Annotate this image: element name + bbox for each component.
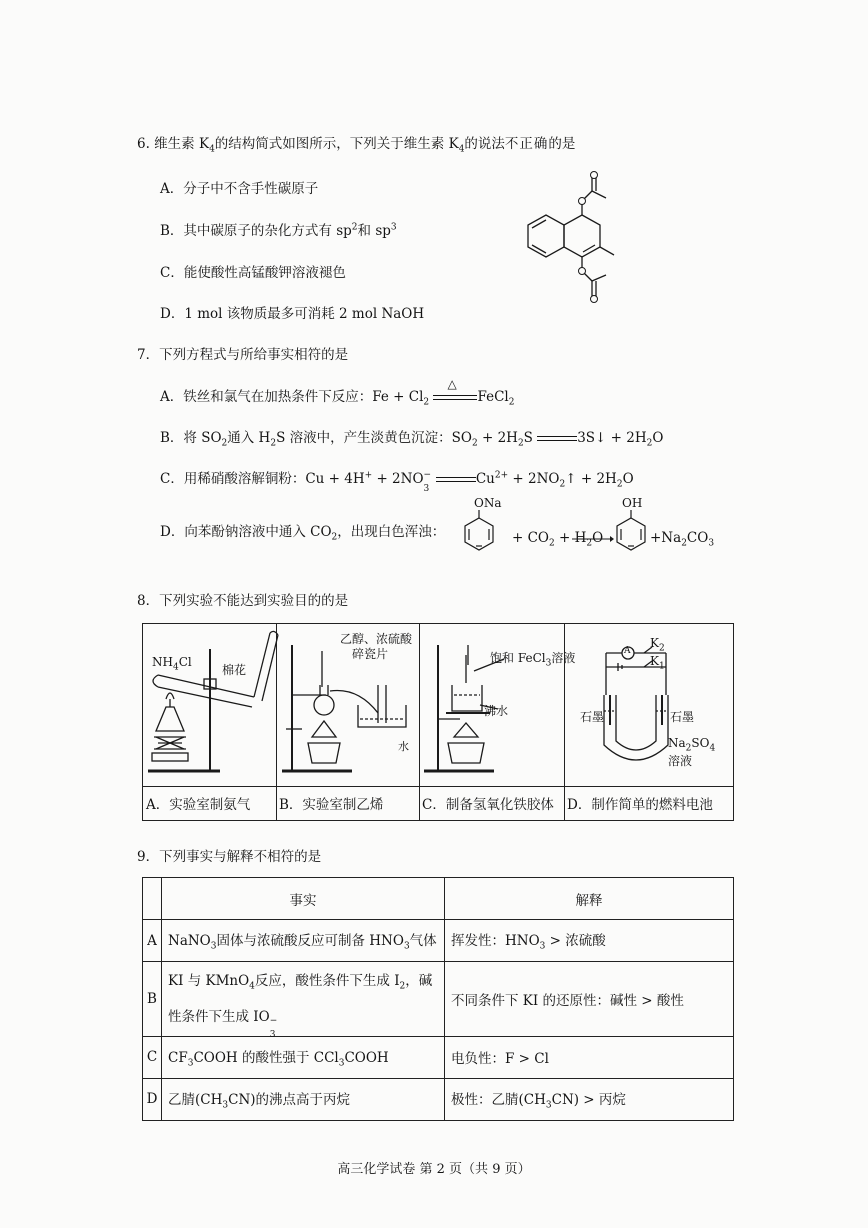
sodium-phenoxide-structure	[462, 510, 496, 556]
table-row	[143, 920, 734, 962]
label-solution: 溶液	[668, 754, 693, 768]
label-boiling: 沸水	[484, 704, 509, 718]
table-row	[143, 1036, 734, 1078]
header-explanation: 解释	[445, 878, 734, 920]
label-ona: ONa	[474, 496, 502, 510]
q7-d-mid-text: + $CO_2 + H_2O$	[512, 530, 604, 549]
row-explanation: 极性：乙腈$(CH_3CN)$ > 丙烷	[445, 1078, 734, 1120]
apparatus-b-ethylene	[278, 625, 418, 785]
q9-table	[142, 877, 734, 1121]
caption-d: D．制作简单的燃料电池	[567, 797, 713, 813]
phenol-structure	[614, 510, 648, 556]
row-explanation: 挥发性：$HNO_3$ > 浓硫酸	[445, 920, 734, 962]
apparatus-a-ammonia	[144, 625, 274, 785]
q7-d-end-text: $+Na_2CO_3$	[650, 530, 715, 549]
q7-option-c: C．用稀硝酸溶解铜粉：Cu + 4H+ + 2NO 3 − $Cu^{2+}$ + $2NO_2↑ + 2H_2O$	[160, 470, 634, 494]
q8-stem: 8．下列实验不能达到实验目的的是	[137, 593, 349, 609]
q6-option-d: D．1 mol 该物质最多可消耗 2 mol NaOH	[160, 306, 425, 322]
label-cotton: 棉花	[222, 663, 247, 677]
row-fact: 乙腈$(CH_3CN)$的沸点高于丙烷	[162, 1078, 445, 1120]
q6-option-a: A．分子中不含手性碳原子	[160, 181, 319, 197]
row-explanation: 不同条件下 KI 的还原性：碱性 > 酸性	[445, 962, 734, 1037]
q6-option-c: C．能使酸性高锰酸钾溶液褪色	[160, 265, 346, 281]
q9-stem: 9．下列事实与解释不相符的是	[137, 849, 322, 865]
row-fact: $CF_3COOH$ 的酸性强于 CCl$_3$COOH	[162, 1036, 445, 1078]
emphasis-dots: 不正确	[504, 136, 549, 152]
page-footer: 高三化学试卷 第 2 页（共 9 页）	[337, 1162, 531, 1177]
row-fact: NaNO$_3$固体与浓硫酸反应可制备 $HNO_3$气体	[162, 920, 445, 962]
caption-c: C．制备氢氧化铁胶体	[422, 797, 554, 813]
caption-b: B．实验室制乙烯	[279, 797, 384, 813]
header-fact: 事实	[162, 878, 445, 920]
label-k1: $K_1$	[650, 654, 665, 672]
label-graphite-right: 石墨	[670, 710, 695, 724]
equals-arrow	[537, 434, 577, 444]
row-key: B	[143, 962, 162, 1037]
caption-a: A．实验室制氨气	[146, 797, 251, 813]
ammeter-icon: A	[624, 646, 631, 656]
label-na2so4: $Na_2SO_4$	[668, 736, 716, 754]
table-row	[143, 962, 734, 1037]
row-key: D	[143, 1078, 162, 1120]
label-ethanol: 乙醇、浓硫酸	[340, 632, 413, 646]
row-key: C	[143, 1036, 162, 1078]
label-water: 水	[398, 740, 409, 753]
table-row	[143, 1078, 734, 1120]
reaction-arrow	[572, 534, 614, 544]
label-k2: $K_2$	[650, 636, 665, 654]
label-oh: OH	[622, 496, 643, 510]
equals-arrow	[436, 475, 476, 485]
row-key: A	[143, 920, 162, 962]
vitamin-k4-structure	[520, 165, 630, 315]
reaction-arrow-heat: △	[433, 391, 477, 405]
label-fecl3: 饱和 FeCl$_3$溶液	[490, 651, 576, 669]
label-graphite-left: 石墨	[580, 710, 605, 724]
table-header-row	[143, 878, 734, 920]
q7-option-a: A．铁丝和氯气在加热条件下反应：$Fe + Cl_2$ △ FeCl$_2$	[160, 376, 515, 408]
q6-stem: 6. 维生素 $K_4$的结构简式如图所示，下列关于维生素 $K_4$的说法不正确的是	[137, 136, 576, 155]
q6-option-b: B．其中碳原子的杂化方式有 $sp^2$和 $sp^3$	[160, 222, 397, 239]
q7-stem: 7．下列方程式与所给事实相符的是	[137, 347, 349, 363]
label-chips: 碎瓷片	[352, 647, 389, 661]
row-explanation: 电负性：F > Cl	[445, 1036, 734, 1078]
q7-option-d: D．向苯酚钠溶液中通入 $CO_2$，出现白色浑浊：	[160, 524, 446, 543]
label-nh4cl: $NH_4Cl$	[152, 655, 192, 673]
row-fact: KI 与 KMnO$_4$反应，酸性条件下生成 $I_2$，碱 性条件下生成 IO 3 −	[162, 962, 445, 1037]
q7-option-b: B．将 $SO_2$通入 $H_2S$ 溶液中，产生淡黄色沉淀：$SO_2 + 2H_2S$ 3S↓ + $2H_2O$	[160, 430, 664, 449]
